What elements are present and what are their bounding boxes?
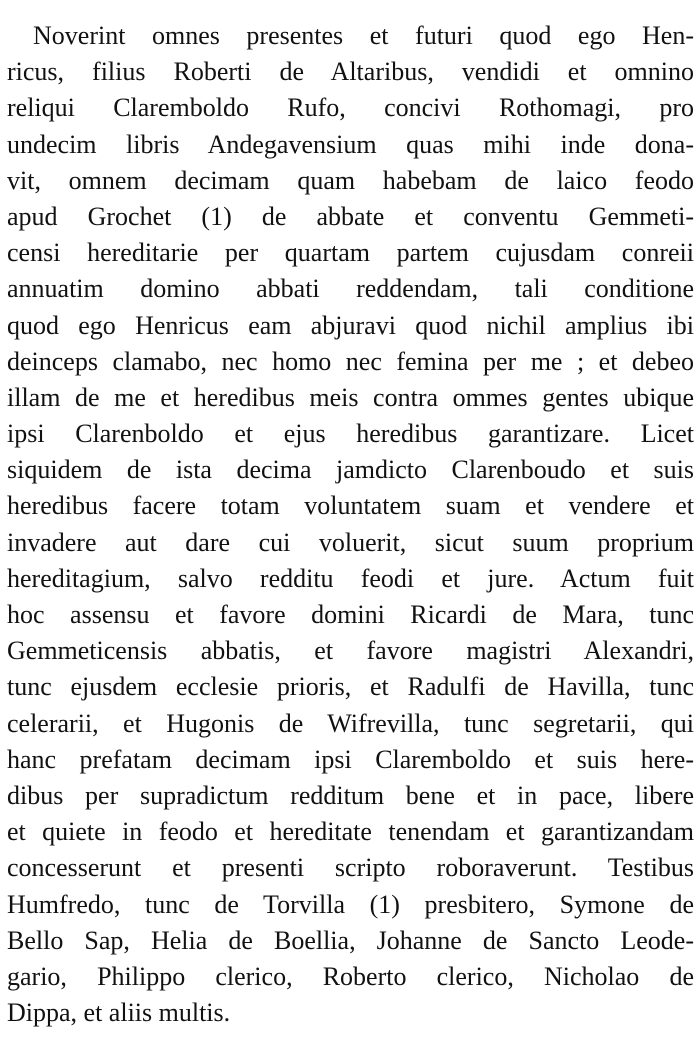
text-line: illam de me et heredibus meis contra ommes gentes ubique <box>7 382 694 412</box>
text-line: hoc assensu et favore domini Ricardi de Mara, tunc <box>7 600 694 629</box>
text-line: dibus per supradictum redditum bene et in pace, libere <box>7 780 694 810</box>
text-line: annuatim domino abbati reddendam, tali conditione <box>7 274 694 304</box>
text-line: deinceps clamabo, nec homo nec femina per me ; et debeo <box>7 346 694 376</box>
text-line: ricus, filius Roberti de Altaribus, vendidi et omnino <box>7 57 694 87</box>
text-line: Bello Sap, Helia de Boellia, Johanne de Sancto Leode- <box>7 925 694 955</box>
text-line: et quiete in feodo et hereditate tenendam et garantizandam <box>7 817 694 847</box>
text-line: ipsi Clarenboldo et ejus heredibus garantizare. Licet <box>7 419 694 449</box>
text-line: concesserunt et presenti scripto roboraverunt. Testibus <box>7 853 694 883</box>
text-line: hanc prefatam decimam ipsi Claremboldo et suis here- <box>7 744 694 774</box>
text-line: apud Grochet (1) de abbate et conventu Gemmeti- <box>7 201 694 231</box>
text-line: Noverint omnes presentes et futuri quod ego Hen- <box>33 21 694 50</box>
text-line: undecim libris Andegavensium quas mihi inde dona- <box>7 129 694 159</box>
text-line: censi hereditarie per quartam partem cujusdam conreii <box>7 238 694 268</box>
text-line: hereditagium, salvo redditu feodi et jure. Actum fuit <box>7 563 694 593</box>
text-line: gario, Philippo clerico, Roberto clerico, Nicholao de <box>7 961 694 991</box>
text-line: tunc ejusdem ecclesie prioris, et Radulfi de Havilla, tunc <box>7 672 694 702</box>
text-line: heredibus facere totam voluntatem suam et vendere et <box>7 491 694 521</box>
text-line: invadere aut dare cui voluerit, sicut suum proprium <box>7 527 694 557</box>
text-line: Dippa, et aliis multis. <box>7 998 231 1028</box>
text-line: vit, omnem decimam quam habebam de laico feodo <box>7 165 694 195</box>
text-line: Gemmeticensis abbatis, et favore magistri Alexandri, <box>7 636 694 666</box>
text-line: quod ego Henricus eam abjuravi quod nichil amplius ibi <box>7 310 694 340</box>
text-line: siquidem de ista decima jamdicto Clarenboudo et suis <box>7 455 694 485</box>
text-line: celerarii, et Hugonis de Wifrevilla, tunc segretarii, qui <box>7 708 694 738</box>
text-line: reliqui Claremboldo Rufo, concivi Rothomagi, pro <box>7 93 694 123</box>
text-line: Humfredo, tunc de Torvilla (1) presbitero, Symone de <box>7 889 694 919</box>
